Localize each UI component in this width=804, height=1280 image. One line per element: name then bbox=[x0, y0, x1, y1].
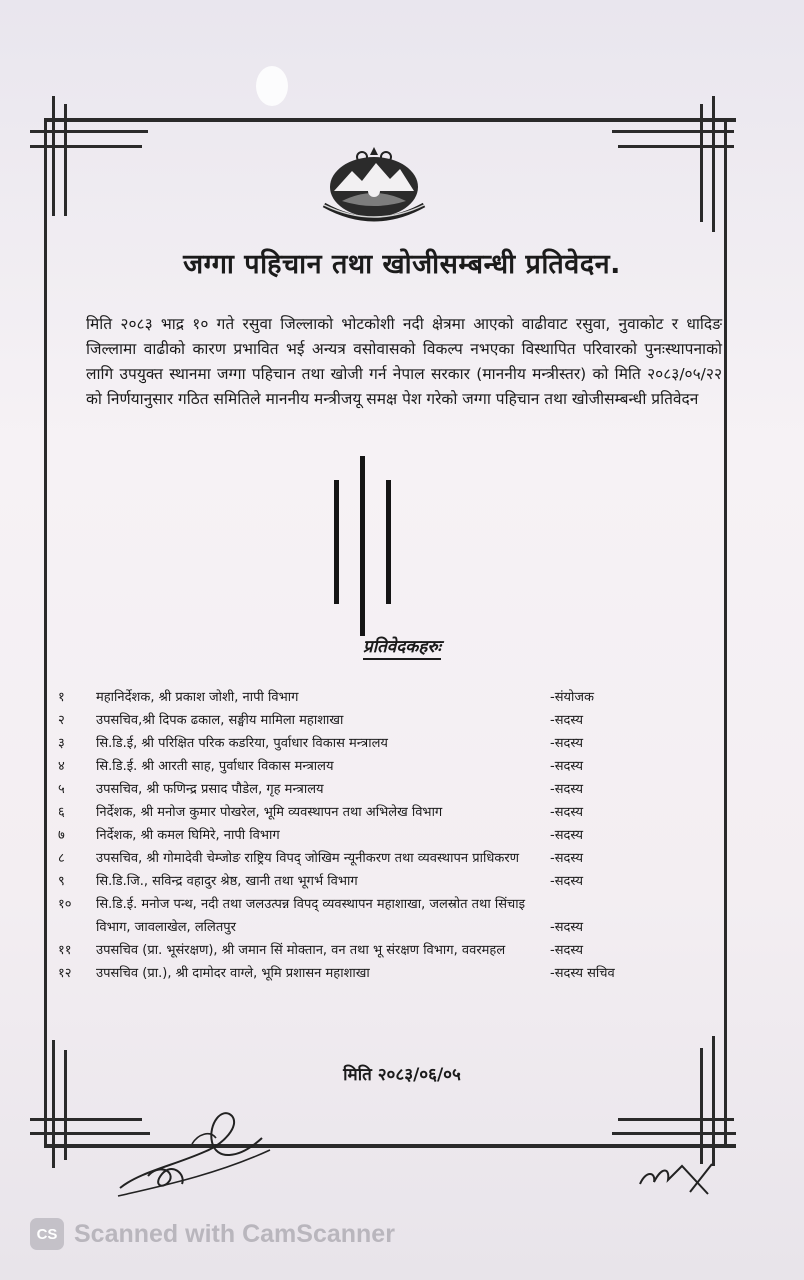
member-name: सि.डि.ई. श्री आरती साह, पुर्वाधार विकास मन्त्रालय bbox=[96, 759, 334, 774]
member-name: सि.डि.ई. मनोज पन्थ, नदी तथा जलउत्पन्न विपद् व्यवस्थापन महाशाखा, जलस्रोत तथा सिंचाइ विभाग, जावलाखेल, ललितपुर bbox=[96, 897, 526, 935]
document-title: जग्गा पहिचान तथा खोजीसम्बन्धी प्रतिवेदन. bbox=[183, 249, 621, 280]
item-number: १० bbox=[58, 897, 72, 912]
item-number: ४ bbox=[58, 759, 65, 774]
list-item bbox=[58, 893, 658, 939]
member-role: -सदस्य bbox=[550, 920, 583, 935]
member-name: उपसचिव, श्री फणिन्द्र प्रसाद पौडेल, गृह मन्त्रालय bbox=[96, 782, 324, 797]
intro-paragraph: मिति २०८३ भाद्र १० गते रसुवा जिल्लाको भोटकोशी नदी क्षेत्रमा आएको वाढीवाट रसुवा, नुवाकोट र धादिङ जिल्लामा वाढीको कारण प्रभावित भई अन्यत्र वसोवासको विकल्प नभएका विस्थापित परिवारको पुनःस्थापनाको लागि उपयुक्त स्थानमा जग्गा पहिचान तथा खोजी गर्न नेपाल सरकार (माननीय मन्त्रीस्तर) को मिति २०८३/०५/२२ को निर्णयानुसार गठित समितिले माननीय मन्त्रीजयू समक्ष पेश गरेको जग्गा पहिचान तथा खोजीसम्बन्धी प्रतिवेदन bbox=[86, 315, 722, 408]
item-number: १२ bbox=[58, 966, 72, 981]
item-number: ३ bbox=[58, 736, 65, 751]
list-item bbox=[58, 732, 658, 755]
member-role: -सदस्य bbox=[550, 805, 583, 820]
item-number: ७ bbox=[58, 828, 65, 843]
item-number: ८ bbox=[58, 851, 65, 866]
nepal-government-emblem-icon bbox=[318, 145, 430, 227]
member-role: -सदस्य bbox=[550, 851, 583, 866]
item-number: ५ bbox=[58, 782, 65, 797]
list-item bbox=[58, 870, 658, 893]
watermark-text: Scanned with CamScanner bbox=[74, 1219, 395, 1248]
camscanner-logo-icon: CS bbox=[30, 1218, 64, 1250]
list-item bbox=[58, 847, 658, 870]
member-name: निर्देशक, श्री कमल घिमिरे, नापी विभाग bbox=[96, 828, 280, 843]
member-role: -सदस्य bbox=[550, 713, 583, 728]
reporters-heading bbox=[0, 634, 804, 657]
member-role: -सदस्य bbox=[550, 759, 583, 774]
member-name: महानिर्देशक, श्री प्रकाश जोशी, नापी विभाग bbox=[96, 690, 299, 705]
report-date: मिति २०८३/०६/०५ bbox=[343, 1065, 461, 1085]
member-name: उपसचिव (प्रा. भूसंरक्षण), श्री जमान सिं मोक्तान, वन तथा भू संरक्षण विभाग, ववरमहल bbox=[96, 943, 506, 958]
item-number: ६ bbox=[58, 805, 65, 820]
member-role: -सदस्य bbox=[550, 782, 583, 797]
list-item bbox=[58, 824, 658, 847]
signature-right bbox=[634, 1146, 718, 1198]
member-name: उपसचिव, श्री गोमादेवी चेम्जोङ राष्ट्रिय विपद् जोखिम न्यूनीकरण तथा व्यवस्थापन प्राधिकरण bbox=[96, 851, 520, 866]
member-name: उपसचिव,श्री दिपक ढकाल, सङ्घीय मामिला महाशाखा bbox=[96, 713, 344, 728]
member-role: -सदस्य सचिव bbox=[550, 966, 615, 981]
list-item bbox=[58, 962, 658, 985]
item-number: १ bbox=[58, 690, 65, 705]
item-number: ९ bbox=[58, 874, 65, 889]
member-role: -सदस्य bbox=[550, 828, 583, 843]
member-name: निर्देशक, श्री मनोज कुमार पोखरेल, भूमि व्यवस्थापन तथा अभिलेख विभाग bbox=[96, 805, 443, 820]
punch-hole bbox=[256, 66, 288, 106]
list-item bbox=[58, 709, 658, 732]
item-number: ११ bbox=[58, 943, 72, 958]
member-role: -सदस्य bbox=[550, 736, 583, 751]
list-item bbox=[58, 778, 658, 801]
item-number: २ bbox=[58, 713, 65, 728]
member-name: उपसचिव (प्रा.), श्री दामोदर वाग्ले, भूमि प्रशासन महाशाखा bbox=[96, 966, 370, 981]
member-list bbox=[58, 686, 658, 985]
list-item bbox=[58, 686, 658, 709]
member-name: सि.डि.जि., सविन्द्र वहादुर श्रेष्ठ, खानी तथा भूगर्भ विभाग bbox=[96, 874, 358, 889]
member-role: -सदस्य bbox=[550, 943, 583, 958]
list-item bbox=[58, 755, 658, 778]
decorative-bars bbox=[330, 456, 394, 636]
signature-left bbox=[112, 1104, 278, 1202]
list-item bbox=[58, 939, 658, 962]
member-role: -संयोजक bbox=[550, 690, 595, 705]
member-role: -सदस्य bbox=[550, 874, 583, 889]
camscanner-watermark bbox=[30, 1214, 395, 1254]
member-name: सि.डि.ई, श्री परिक्षित परिक कडरिया, पुर्वाधार विकास मन्त्रालय bbox=[96, 736, 388, 751]
reporters-heading-text: प्रतिवेदकहरुः bbox=[363, 637, 441, 660]
list-item bbox=[58, 801, 658, 824]
